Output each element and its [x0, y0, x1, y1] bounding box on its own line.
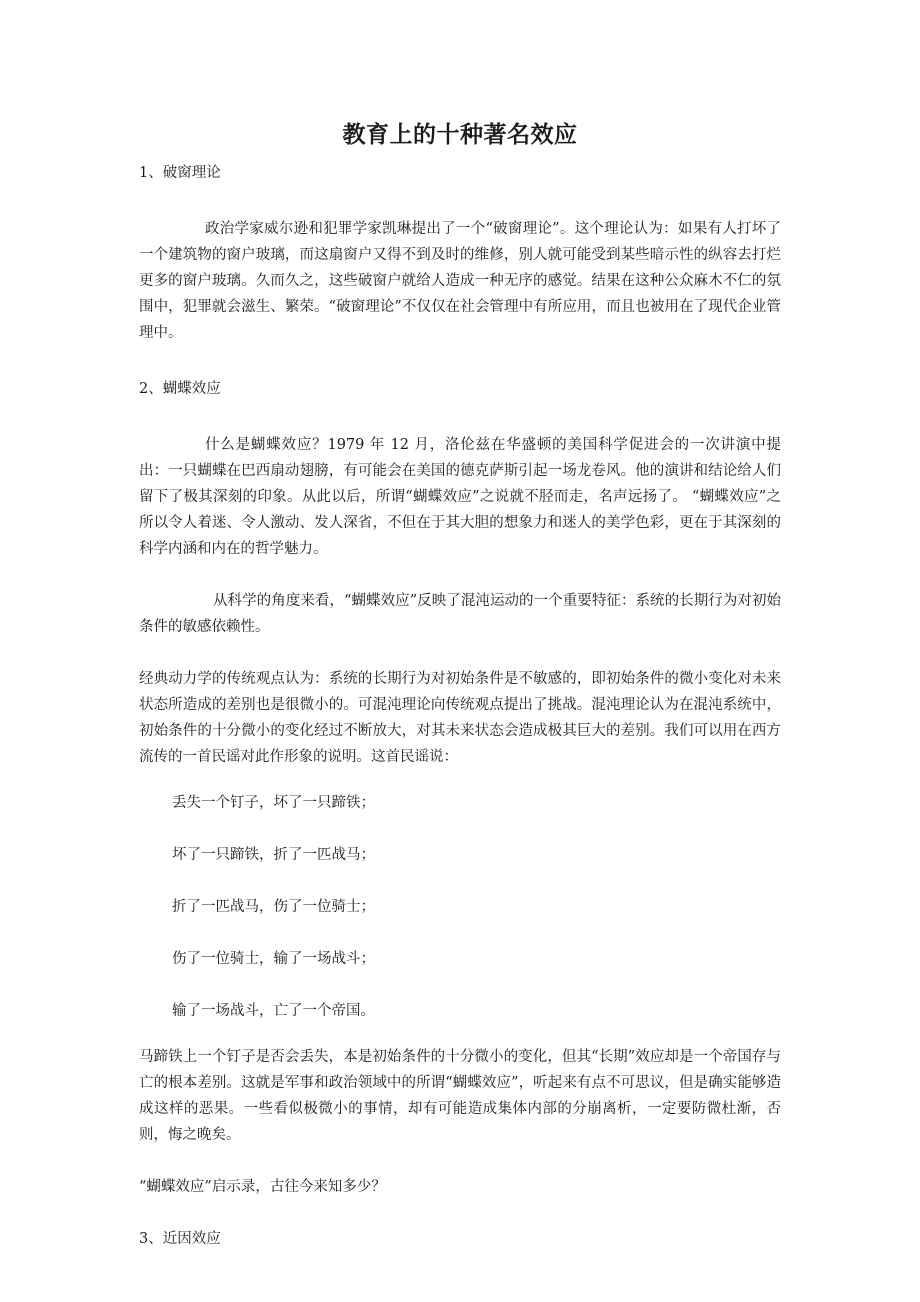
paragraph: 马蹄铁上一个钉子是否会丢失，本是初始条件的十分微小的变化，但其“长期”效应却是一个帝国存与亡的根本差别。这就是军事和政治领域中的所谓“蝴蝶效应”，听起来有点不可思议，但是确实能够造成这样的恶果。一些看似极微小的事情，却有可能造成集体内部的分崩离析，一定要防微杜渐，否则，悔之晚矣。: [139, 1049, 781, 1143]
document-title: 教育上的十种著名效应: [342, 122, 578, 148]
verse-line: 折了一匹战马，伤了一位骑士；: [172, 899, 375, 915]
section-heading-broken-windows: 1、破窗理论: [139, 165, 221, 181]
paragraph: “蝴蝶效应”启示录，古往今来知多少？: [139, 1179, 386, 1195]
verse-line: 坏了一只蹄铁，折了一匹战马；: [172, 847, 375, 863]
paragraph: 经典动力学的传统观点认为：系统的长期行为对初始条件是不敏感的，即初始条件的微小变化对未来状态所造成的差别也是很微小的。可混沌理论向传统观点提出了挑战。混沌理论认为在混沌系统中，初始条件的十分微小的变化经过不断放大，对其未来状态会造成极其巨大的差别。我们可以用在西方流传的一首民谣对此作形象的说明。这首民谣说：: [139, 671, 781, 765]
section-heading-butterfly-effect: 2、蝴蝶效应: [139, 381, 221, 397]
verse-line: 伤了一位骑士，输了一场战斗；: [172, 951, 375, 967]
section-heading-recency-effect: 3、近因效应: [139, 1231, 221, 1247]
paragraph: 什么是蝴蝶效应？1979 年 12 月，洛伦兹在华盛顿的美国科学促进会的一次讲演中提出：一只蝴蝶在巴西扇动翅膀，有可能会在美国的德克萨斯引起一场龙卷风。他的演讲和结论给人们留下了极其深刻的印象。从此以后，所谓“蝴蝶效应”之说就不胫而走，名声远扬了。 “蝴蝶效应”之所以令人着迷、令人激动、发人深省，不但在于其大胆的想象力和迷人的美学色彩，更在于其深刻的科学内涵和内在的哲学魅力。: [139, 437, 781, 557]
paragraph: 政治学家威尔逊和犯罪学家凯琳提出了一个“破窗理论”。这个理论认为：如果有人打坏了一个建筑物的窗户玻璃，而这扇窗户又得不到及时的维修，别人就可能受到某些暗示性的纵容去打烂更多的窗户玻璃。久而久之，这些破窗户就给人造成一种无序的感觉。结果在这种公众麻木不仁的氛围中，犯罪就会滋生、繁荣。“破窗理论”不仅仅在社会管理中有所应用，而且也被用在了现代企业管理中。: [139, 221, 781, 341]
paragraph: 从科学的角度来看，“蝴蝶效应”反映了混沌运动的一个重要特征：系统的长期行为对初始条件的敏感依赖性。: [139, 593, 781, 635]
verse-line: 丢失一个钉子，坏了一只蹄铁；: [172, 795, 375, 811]
verse-line: 输了一场战斗，亡了一个帝国。: [172, 1003, 375, 1019]
document-body: [139, 118, 781, 1252]
